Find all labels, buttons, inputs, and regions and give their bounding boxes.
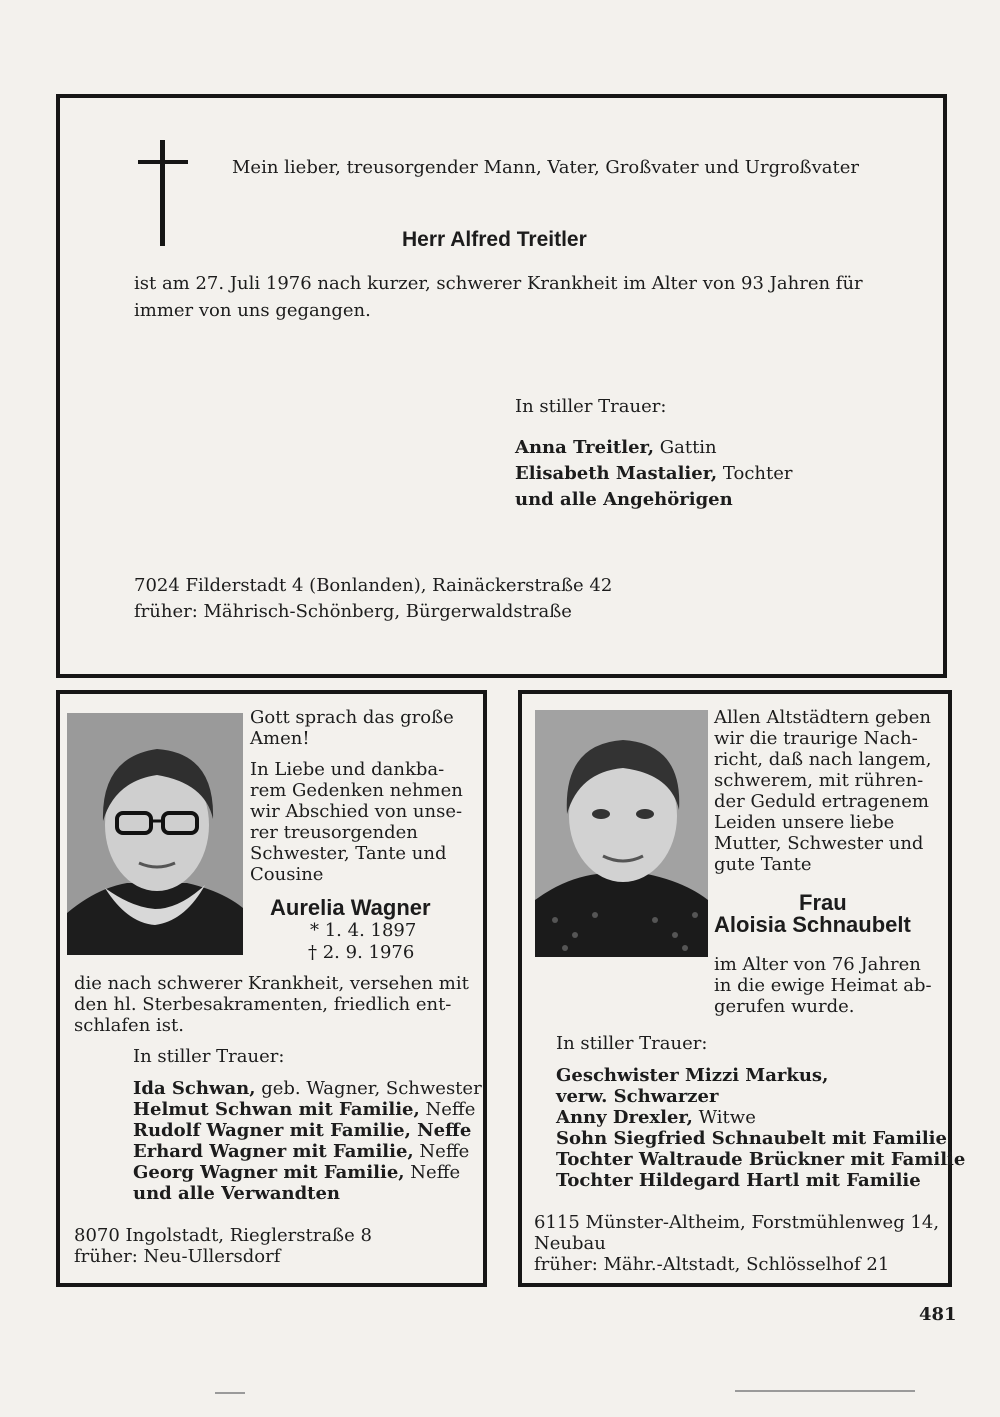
message-line-2: immer von uns gegangen. xyxy=(134,300,371,321)
intro-text: Mein lieber, treusorgender Mann, Vater, Großvater und Urgroßvater xyxy=(232,157,859,178)
cross-icon xyxy=(160,140,165,246)
intro-line: Amen! xyxy=(250,728,310,749)
after-line: im Alter von 76 Jahren xyxy=(714,954,921,975)
deceased-name: Herr Alfred Treitler xyxy=(402,228,587,251)
mourner-name: und alle Verwandten xyxy=(133,1183,341,1204)
body-line: den hl. Sterbesakramenten, friedlich ent- xyxy=(74,994,452,1015)
intro-line: richt, daß nach langem, xyxy=(714,749,932,770)
mourner-relation: Neffe xyxy=(410,1162,461,1183)
mourner-name: Erhard Wagner mit Familie, xyxy=(133,1141,414,1162)
mourner-name: Rudolf Wagner mit Familie, Neffe xyxy=(133,1120,472,1141)
intro-line: In Liebe und dankba- xyxy=(250,759,445,780)
intro-line: der Geduld ertragenem xyxy=(714,791,929,812)
mourner-line xyxy=(515,437,717,458)
mourner-relation: Neffe xyxy=(425,1099,476,1120)
mourning-heading: In stiller Trauer: xyxy=(133,1046,285,1067)
portrait-photo xyxy=(67,713,243,955)
intro-line: Gott sprach das große xyxy=(250,707,454,728)
address: 8070 Ingolstadt, Rieglerstraße 8 xyxy=(74,1225,372,1246)
death-date: † 2. 9. 1976 xyxy=(308,942,415,963)
after-line: in die ewige Heimat ab- xyxy=(714,975,932,996)
former-address: früher: Mährisch-Schönberg, Bürgerwaldstraße xyxy=(134,601,572,622)
mourner-relation: geb. Wagner, Schwester xyxy=(261,1078,482,1099)
former-address: früher: Neu-Ullersdorf xyxy=(74,1246,281,1267)
mourner-name: Geschwister Mizzi Markus, xyxy=(556,1065,829,1086)
scan-mark xyxy=(735,1390,915,1392)
mourner-line xyxy=(556,1107,756,1128)
mourner-line xyxy=(133,1078,482,1099)
mourner-line xyxy=(133,1162,460,1183)
intro-line: Mutter, Schwester und xyxy=(714,833,924,854)
body-line: schlafen ist. xyxy=(74,1015,184,1036)
address: Neubau xyxy=(534,1233,606,1254)
mourner-name: Elisabeth Mastalier, xyxy=(515,463,718,484)
page-number: 481 xyxy=(919,1304,957,1325)
mourner-name: und alle Angehörigen xyxy=(515,489,733,510)
scan-mark xyxy=(215,1392,245,1394)
mourner-name: Anny Drexler, xyxy=(556,1107,693,1128)
mourner-relation: Neffe xyxy=(419,1141,470,1162)
mourner-name: Helmut Schwan mit Familie, xyxy=(133,1099,420,1120)
mourner-line xyxy=(515,463,793,484)
mourner-name: verw. Schwarzer xyxy=(556,1086,719,1107)
mourner-relation: Tochter xyxy=(722,463,793,484)
body-line: die nach schwerer Krankheit, versehen mit xyxy=(74,973,469,994)
intro-line: Leiden unsere liebe xyxy=(714,812,895,833)
intro-line: Schwester, Tante und xyxy=(250,843,447,864)
intro-line: rer treusorgenden xyxy=(250,822,418,843)
intro-line: gute Tante xyxy=(714,854,812,875)
birth-date: * 1. 4. 1897 xyxy=(310,920,417,941)
mourner-name: Ida Schwan, xyxy=(133,1078,256,1099)
mourner-line xyxy=(133,1141,469,1162)
deceased-title: Frau xyxy=(799,890,847,915)
mourner-line xyxy=(133,1099,475,1120)
deceased-name: Aloisia Schnaubelt xyxy=(714,912,911,937)
address: 7024 Filderstadt 4 (Bonlanden), Rainäckerstraße 42 xyxy=(134,575,613,596)
after-line: gerufen wurde. xyxy=(714,996,855,1017)
address: 6115 Münster-Altheim, Forstmühlenweg 14, xyxy=(534,1212,940,1233)
cross-icon-bar xyxy=(138,160,188,164)
mourning-heading: In stiller Trauer: xyxy=(556,1033,708,1054)
mourner-relation: Witwe xyxy=(698,1107,756,1128)
portrait-photo xyxy=(535,710,708,957)
former-address: früher: Mähr.-Altstadt, Schlösselhof 21 xyxy=(534,1254,890,1275)
mourner-name: Anna Treitler, xyxy=(515,437,654,458)
mourner-name: Sohn Siegfried Schnaubelt mit Familie xyxy=(556,1128,947,1149)
intro-line: Cousine xyxy=(250,864,324,885)
intro-line: rem Gedenken nehmen xyxy=(250,780,463,801)
mourner-name: Georg Wagner mit Familie, xyxy=(133,1162,405,1183)
intro-line: schwerem, mit rühren- xyxy=(714,770,924,791)
message-line-1: ist am 27. Juli 1976 nach kurzer, schwerer Krankheit im Alter von 93 Jahren für xyxy=(134,273,863,294)
mourner-relation: Gattin xyxy=(659,437,717,458)
mourning-heading: In stiller Trauer: xyxy=(515,396,667,417)
intro-line: wir Abschied von unse- xyxy=(250,801,463,822)
mourner-name: Tochter Waltraude Brückner mit Familie xyxy=(556,1149,966,1170)
mourner-name: Tochter Hildegard Hartl mit Familie xyxy=(556,1170,921,1191)
intro-line: wir die traurige Nach- xyxy=(714,728,918,749)
intro-line: Allen Altstädtern geben xyxy=(714,707,931,728)
deceased-name: Aurelia Wagner xyxy=(270,895,431,920)
